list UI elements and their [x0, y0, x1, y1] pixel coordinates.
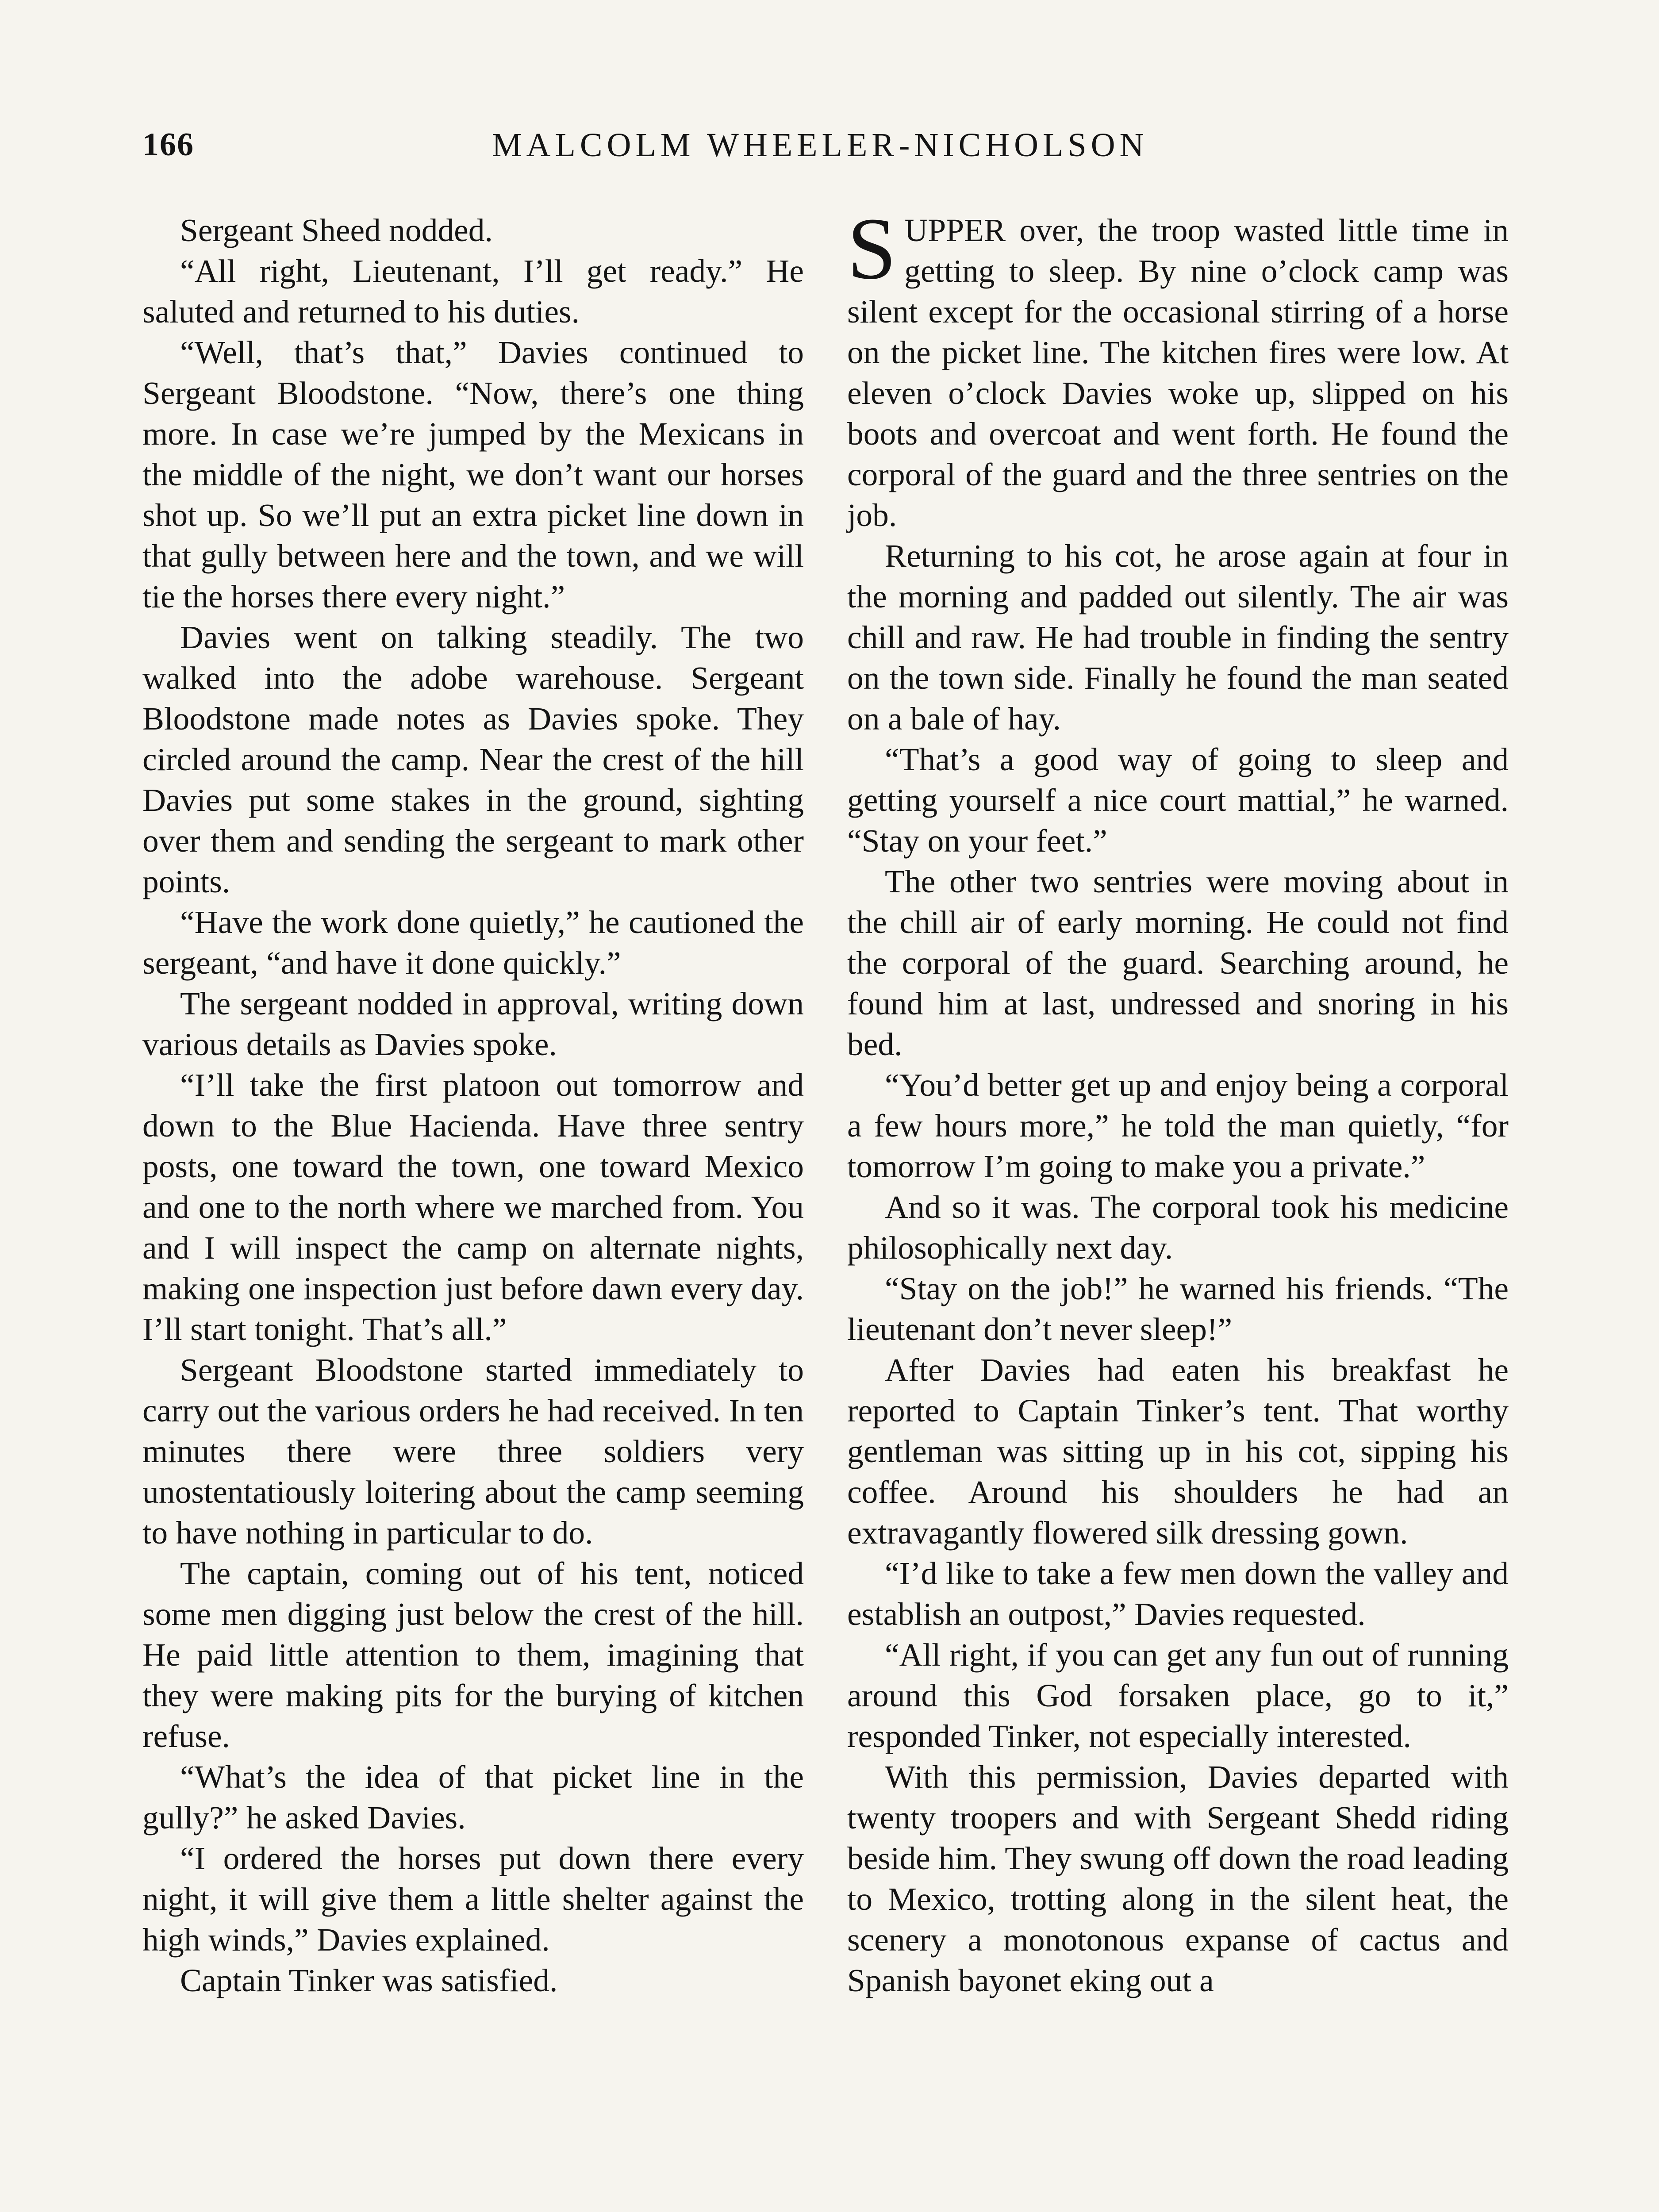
paragraph: With this permission, Davies departed with twenty troopers and with Sergeant Shedd riding beside him. They swung off down the road leading to Mexico, trotting along in the silent heat, the scenery a monotonous expanse of cactus and Spanish bayonet eking out a — [847, 1759, 1509, 1998]
paragraph: The captain, coming out of his tent, noticed some men digging just below the crest of the hill. He paid little attention to them, imagining that they were making pits for the burying of kitchen refuse. — [142, 1555, 804, 1754]
paragraph: “What’s the idea of that picket line in the gully?” he asked Davies. — [142, 1759, 804, 1836]
running-title: MALCOLM WHEELER-NICHOLSON — [492, 127, 1148, 164]
paragraph: “You’d better get up and enjoy being a corporal a few hours more,” he told the man quietly, “for tomorrow I’m going to make you a private.” — [847, 1067, 1509, 1184]
paragraph: The sergeant nodded in approval, writing down various details as Davies spoke. — [142, 986, 804, 1062]
drop-cap: S — [847, 200, 897, 298]
paragraph: Returning to his cot, he arose again at four in the morning and padded out silently. The air was chill and raw. He had trouble in finding the sentry on the town side. Finally he found the man seated on a bale of hay. — [847, 538, 1509, 737]
paragraph: Sergeant Bloodstone started immediately to carry out the various orders he had received. In ten minutes there were three soldiers very unostentatiously loitering about the camp seeming to have nothing in particular to do. — [142, 1352, 804, 1551]
paragraph: “All right, Lieutenant, I’ll get ready.” He saluted and returned to his duties. — [142, 253, 804, 330]
paragraph: And so it was. The corporal took his medicine philosophically next day. — [847, 1189, 1509, 1266]
left-text-column — [142, 210, 804, 2001]
paragraph: “That’s a good way of going to sleep and getting yourself a nice court mattial,” he warned. “Stay on your feet.” — [847, 741, 1509, 859]
paragraph: “Have the work done quietly,” he cautioned the sergeant, “and have it done quickly.” — [142, 904, 804, 981]
paragraph: The other two sentries were moving about in the chill air of early morning. He could not find the corporal of the guard. Searching around, he found him at last, undressed and snoring in his bed. — [847, 864, 1509, 1062]
paragraph: After Davies had eaten his breakfast he reported to Captain Tinker’s tent. That worthy gentleman was sitting up in his cot, sipping his coffee. Around his shoulders he had an extravagantly flowered silk dressing gown. — [847, 1352, 1509, 1551]
paragraph: “Well, that’s that,” Davies continued to Sergeant Bloodstone. “Now, there’s one thing more. In case we’re jumped by the Mexicans in the middle of the night, we don’t want our horses shot up. So we’ll put an extra picket line down in that gully between here and the town, and we will tie the horses there every night.” — [142, 334, 804, 614]
opening-paragraph — [847, 200, 1509, 536]
paragraph: “I’ll take the first platoon out tomorrow and down to the Blue Hacienda. Have three sentry posts, one toward the town, one toward Mexico and one to the north where we marched from. You and I will inspect the camp on alternate nights, making one inspection just before dawn every day. I’ll start tonight. That’s all.” — [142, 1067, 804, 1347]
paragraph: “Stay on the job!” he warned his friends. “The lieutenant don’t never sleep!” — [847, 1271, 1509, 1347]
page-header — [142, 126, 1160, 175]
right-text-column — [847, 200, 1509, 2001]
paragraph: “I ordered the horses put down there every night, it will give them a little shelter against the high winds,” Davies explained. — [142, 1840, 804, 1958]
paragraph: “All right, if you can get any fun out of running around this God forsaken place, go to it,” responded Tinker, not especially interested. — [847, 1637, 1509, 1754]
opening-paragraph-text: UPPER over, the troop wasted little time in getting to sleep. By nine o’clock camp was silent except for the occasional stirring of a horse on the picket line. The kitchen fires were low. At eleven o’clock Davies woke up, slipped on his boots and overcoat and went forth. He found the corporal of the guard and the three sentries on the job. — [847, 212, 1509, 533]
page-number: 166 — [142, 127, 194, 163]
paragraph: “I’d like to take a few men down the valley and establish an outpost,” Davies requested. — [847, 1555, 1509, 1632]
paragraph: Sergeant Sheed nodded. — [180, 212, 493, 248]
paragraph: Davies went on talking steadily. The two walked into the adobe warehouse. Sergeant Bloodstone made notes as Davies spoke. They circled around the camp. Near the crest of the hill Davies put some stakes in the ground, sighting over them and sending the sergeant to mark other points. — [142, 619, 804, 899]
paragraph: Captain Tinker was satisfied. — [180, 1962, 558, 1998]
